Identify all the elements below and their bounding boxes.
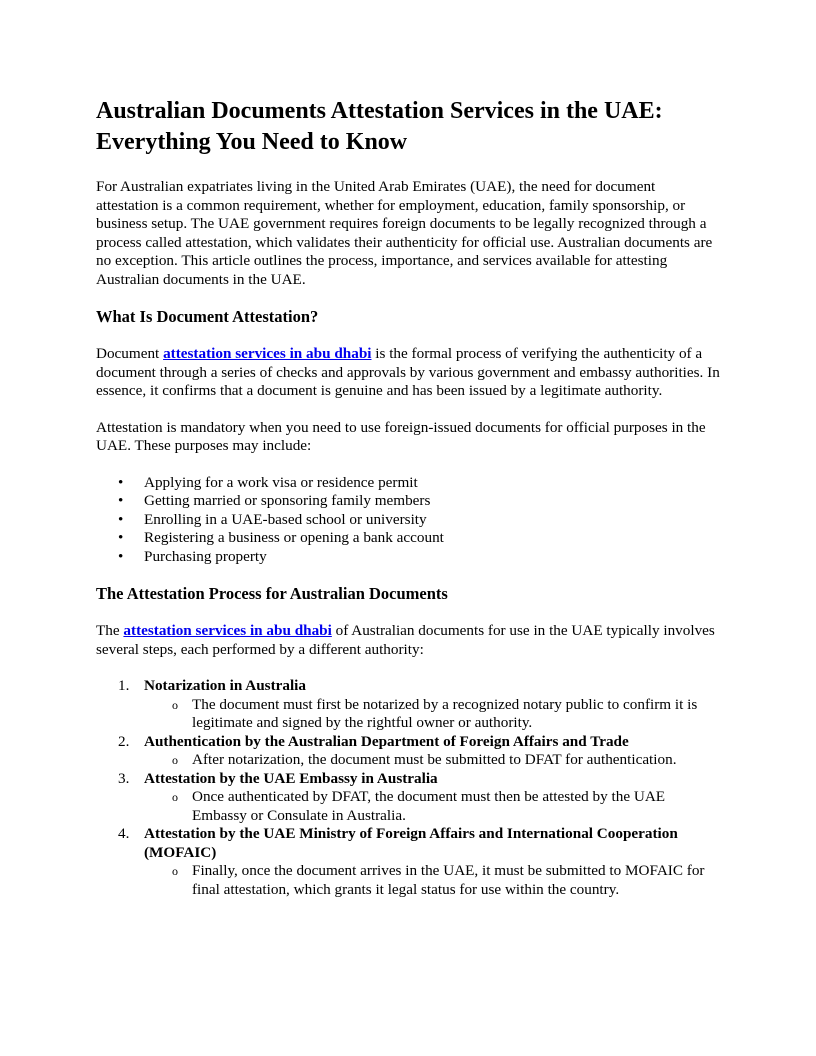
step-item (96, 825, 720, 899)
attestation-services-link-1[interactable]: attestation services in abu dhabi (163, 345, 372, 362)
section-heading-what-is-attestation: What Is Document Attestation? (96, 307, 319, 326)
bullet-icon: • (118, 529, 124, 547)
bullet-icon: • (118, 492, 124, 510)
list-item-text: Registering a business or opening a bank account (144, 529, 444, 547)
process-text-before: The (96, 622, 124, 640)
process-text-after: of Australian documents for use in the UAE typically involves several steps, each performed by a different authority: (96, 622, 715, 658)
step-title: Authentication by the Australian Department of Foreign Affairs and Trade (144, 732, 629, 750)
step-number: 4. (118, 825, 130, 843)
step-item (96, 677, 720, 733)
process-steps-list (96, 677, 720, 899)
step-number: 2. (118, 732, 130, 750)
list-item (96, 492, 720, 511)
step-number: 1. (118, 677, 130, 695)
list-item (96, 474, 720, 493)
purposes-paragraph: Attestation is mandatory when you need to use foreign-issued documents for official purposes in the UAE. These purposes may include: (96, 418, 706, 454)
step-item (96, 770, 720, 826)
list-item-text: Enrolling in a UAE-based school or university (144, 510, 427, 528)
list-item (96, 529, 720, 548)
sub-bullet-icon: o (172, 790, 178, 805)
page-title: Australian Documents Attestation Services in the UAE: Everything You Need to Know (96, 98, 663, 155)
step-title: Notarization in Australia (144, 677, 306, 695)
step-title: Attestation by the UAE Ministry of Foreign Affairs and International Cooperation (MOFAIC) (144, 825, 678, 861)
sub-bullet-icon: o (172, 753, 178, 768)
definition-text-after: is the formal process of verifying the authenticity of a document through a series of checks and approvals by various government and embassy authorities. In essence, it confirms that a document is genuine and has been issued by a legitimate authority. (96, 345, 720, 399)
section-heading-attestation-process: The Attestation Process for Australian Documents (96, 584, 448, 604)
bullet-icon: • (118, 473, 124, 491)
step-item (96, 733, 720, 770)
step-number: 3. (118, 769, 130, 787)
list-item-text: Getting married or sponsoring family members (144, 492, 431, 510)
list-item (96, 511, 720, 530)
list-item (96, 548, 720, 567)
purposes-list (96, 474, 720, 567)
bullet-icon: • (118, 510, 124, 528)
list-item-text: Purchasing property (144, 547, 267, 565)
attestation-services-link-2[interactable]: attestation services in abu dhabi (123, 622, 332, 640)
step-detail (144, 696, 720, 733)
step-detail-text: After notarization, the document must be submitted to DFAT for authentication. (192, 751, 677, 769)
step-detail-text: Once authenticated by DFAT, the document must then be attested by the UAE Embassy or Consulate in Australia. (192, 788, 666, 824)
step-title: Attestation by the UAE Embassy in Australia (144, 769, 438, 787)
step-detail-text: The document must first be notarized by a recognized notary public to confirm it is legitimate and signed by the rightful owner or authority. (192, 695, 698, 732)
step-detail (144, 862, 720, 899)
bullet-icon: • (118, 547, 124, 565)
intro-paragraph: For Australian expatriates living in the United Arab Emirates (UAE), the need for document attestation is a common requirement, whether for employment, education, family sponsorship, or business setup. The UAE government requires foreign documents to be legally recognized through a process called attestation, which validates their authenticity for official use. Australian documents are no exception. This article outlines the process, importance, and services available for attesting Australian documents in the UAE. (96, 178, 713, 288)
process-intro-paragraph (96, 622, 720, 659)
list-item-text: Applying for a work visa or residence permit (144, 473, 418, 491)
definition-text-before: Document (96, 345, 164, 362)
definition-paragraph (96, 345, 720, 401)
step-detail (144, 788, 720, 825)
sub-bullet-icon: o (172, 697, 178, 712)
sub-bullet-icon: o (172, 864, 178, 879)
step-detail-text: Finally, once the document arrives in the UAE, it must be submitted to MOFAIC for final attestation, which grants it legal status for use within the country. (192, 862, 705, 898)
step-detail (144, 751, 720, 770)
